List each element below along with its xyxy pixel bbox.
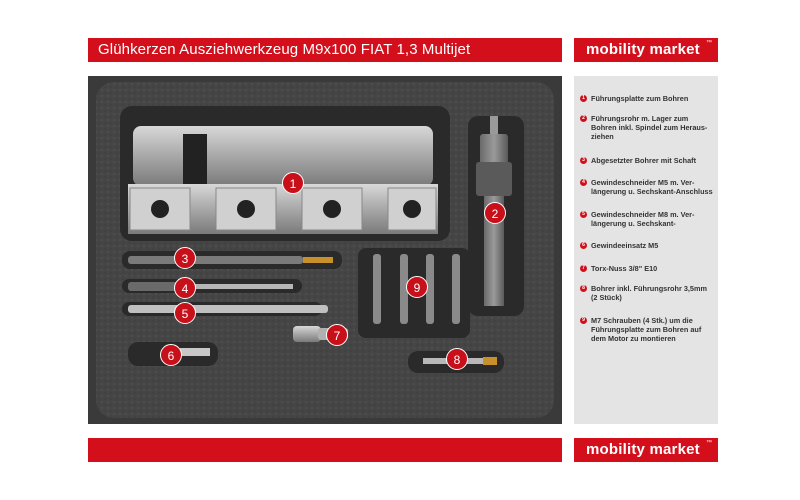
legend-item-5 [580, 210, 714, 228]
legend-number-badge: 7 [580, 265, 587, 272]
legend-text: Abgesetzter Bohrer mit Schaft [591, 156, 697, 165]
page-title: Glühkerzen Ausziehwerkzeug M9x100 FIAT 1,3 Multijet [98, 41, 471, 58]
legend-text: Torx-Nuss 3/8" E10 [591, 264, 658, 273]
legend-text: Gewindeschneider M5 m. Ver-längerung u. Sechskant-Anschluss [591, 178, 713, 196]
legend-text: Gewindeschneider M8 m. Ver-längerung u. Sechskant- [591, 210, 695, 228]
legend-text: Führungsrohr m. Lager zum Bohren inkl. Spindel zum Heraus-ziehen [591, 114, 708, 141]
legend-text: Führungsplatte zum Bohren [591, 94, 689, 103]
marker-7: 7 [326, 324, 348, 346]
marker-1: 1 [282, 172, 304, 194]
legend-item-2 [580, 114, 714, 141]
footer-trademark: ™ [706, 440, 712, 446]
legend-number-badge: 9 [580, 317, 587, 324]
legend-text: M7 Schrauben (4 Stk.) um die Führungsplatte zum Bohren auf dem Motor zu montieren [591, 316, 702, 343]
legend-item-6 [580, 241, 714, 250]
brand-logo [574, 38, 718, 62]
legend-number-badge: 2 [580, 115, 587, 122]
legend-panel [574, 76, 718, 424]
legend-number-badge: 8 [580, 285, 587, 292]
legend-number-badge: 3 [580, 157, 587, 164]
legend-item-3 [580, 156, 714, 165]
legend-number-badge: 4 [580, 179, 587, 186]
legend-number-badge: 6 [580, 242, 587, 249]
footer-brand-logo-text: mobility market [586, 441, 700, 458]
tool-case-illustration [88, 76, 562, 424]
marker-9: 9 [406, 276, 428, 298]
legend-number-badge: 1 [580, 95, 587, 102]
legend-item-8 [580, 284, 714, 302]
marker-2: 2 [484, 202, 506, 224]
legend-item-1 [580, 94, 714, 103]
title-bar [88, 38, 562, 62]
marker-4: 4 [174, 277, 196, 299]
legend-item-4 [580, 178, 714, 196]
marker-8: 8 [446, 348, 468, 370]
footer-brand-logo [574, 438, 718, 462]
legend-item-9 [580, 316, 714, 343]
legend-text: Gewindeeinsatz M5 [591, 241, 659, 250]
legend-item-7 [580, 264, 714, 273]
brand-logo-text: mobility market [586, 41, 700, 58]
footer-bar [88, 438, 562, 462]
legend-text: Bohrer inkl. Führungsrohr 3,5mm (2 Stück) [591, 284, 707, 302]
trademark: ™ [706, 40, 712, 46]
marker-5: 5 [174, 302, 196, 324]
marker-3: 3 [174, 247, 196, 269]
marker-6: 6 [160, 344, 182, 366]
legend-number-badge: 5 [580, 211, 587, 218]
product-photo [88, 76, 562, 424]
